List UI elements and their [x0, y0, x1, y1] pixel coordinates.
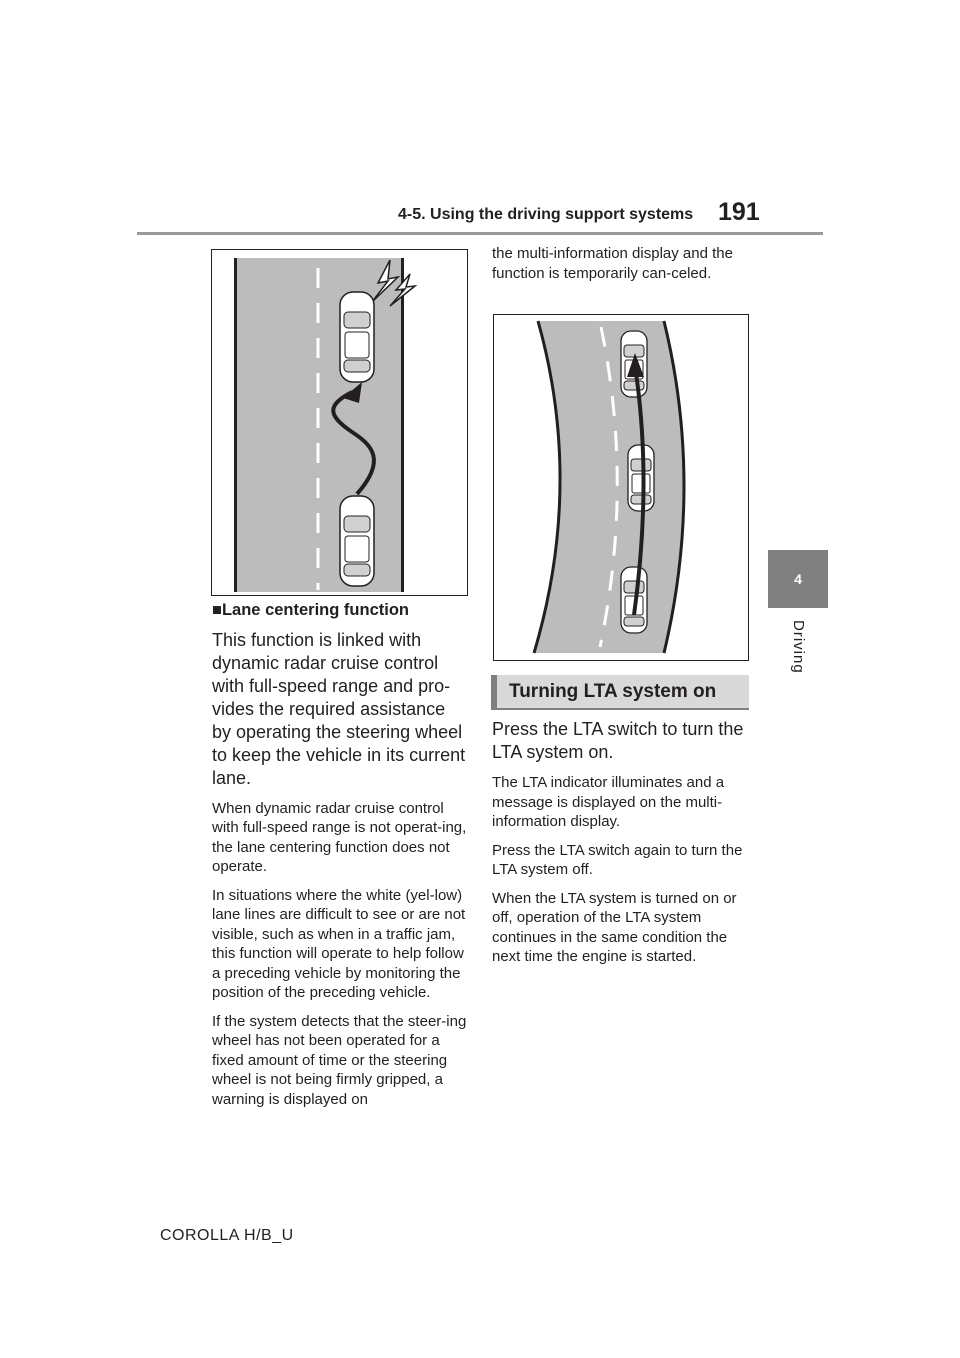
model-footer: COROLLA H/B_U	[160, 1227, 294, 1244]
road-edge-left	[234, 258, 237, 592]
note-paragraph-3: If the system detects that the steer-ing wheel has not been operated for a fixed amount of time or the steering wheel is not being firmly gripped, a warning is displayed on	[212, 1012, 467, 1108]
note-paragraph-2: In situations where the white (yel-low) lane lines are difficult to see or are not visible, such as when in a traffic jam, this function will operate to help follow a preceding vehicle by monitoring the position of the preceding vehicle.	[212, 886, 466, 1001]
instruction-paragraph: Press the LTA switch to turn the LTA system on.	[492, 719, 744, 762]
section-heading-box	[491, 675, 749, 710]
right-column-top	[492, 244, 748, 292]
section-heading: Turning LTA system on	[509, 681, 717, 702]
indicator-paragraph: The LTA indicator illuminates and a message is displayed on the multi-information display.	[492, 774, 725, 830]
lane-centering-figure	[493, 314, 749, 661]
lane-departure-illustration	[212, 250, 467, 595]
continued-paragraph: the multi-information display and the function is temporarily can-celed.	[492, 245, 733, 282]
car-icon-middle	[628, 445, 654, 511]
chapter-tab: 4	[768, 550, 828, 608]
switch-off-paragraph: Press the LTA switch again to turn the LTA system off.	[492, 841, 743, 878]
lane-departure-figure	[211, 249, 468, 596]
chapter-tab-label: Driving	[790, 620, 807, 674]
memory-paragraph: When the LTA system is turned on or off, operation of the LTA system continues in the same condition the next time the engine is started.	[492, 889, 737, 965]
page-number: 191	[718, 198, 760, 226]
header-rule	[137, 232, 823, 235]
car-icon-upper	[340, 292, 374, 382]
left-column	[212, 601, 468, 1118]
bullet-square-icon: ■	[212, 601, 222, 619]
lane-centering-heading: ■Lane centering function	[212, 601, 409, 619]
road-edge-right	[401, 258, 404, 592]
section-title: 4-5. Using the driving support systems	[398, 206, 694, 223]
note-paragraph-1: When dynamic radar cruise control with full-speed range is not operat-ing, the lane centering function does not operate.	[212, 799, 467, 875]
car-icon-lower	[340, 496, 374, 586]
lane-centering-illustration	[494, 315, 748, 660]
right-column-bottom	[492, 718, 750, 976]
intro-paragraph: This function is linked with dynamic radar cruise control with full-speed range and pro-vides the required assistance by operating the steering wheel to keep the vehicle in its current lane.	[212, 629, 466, 788]
